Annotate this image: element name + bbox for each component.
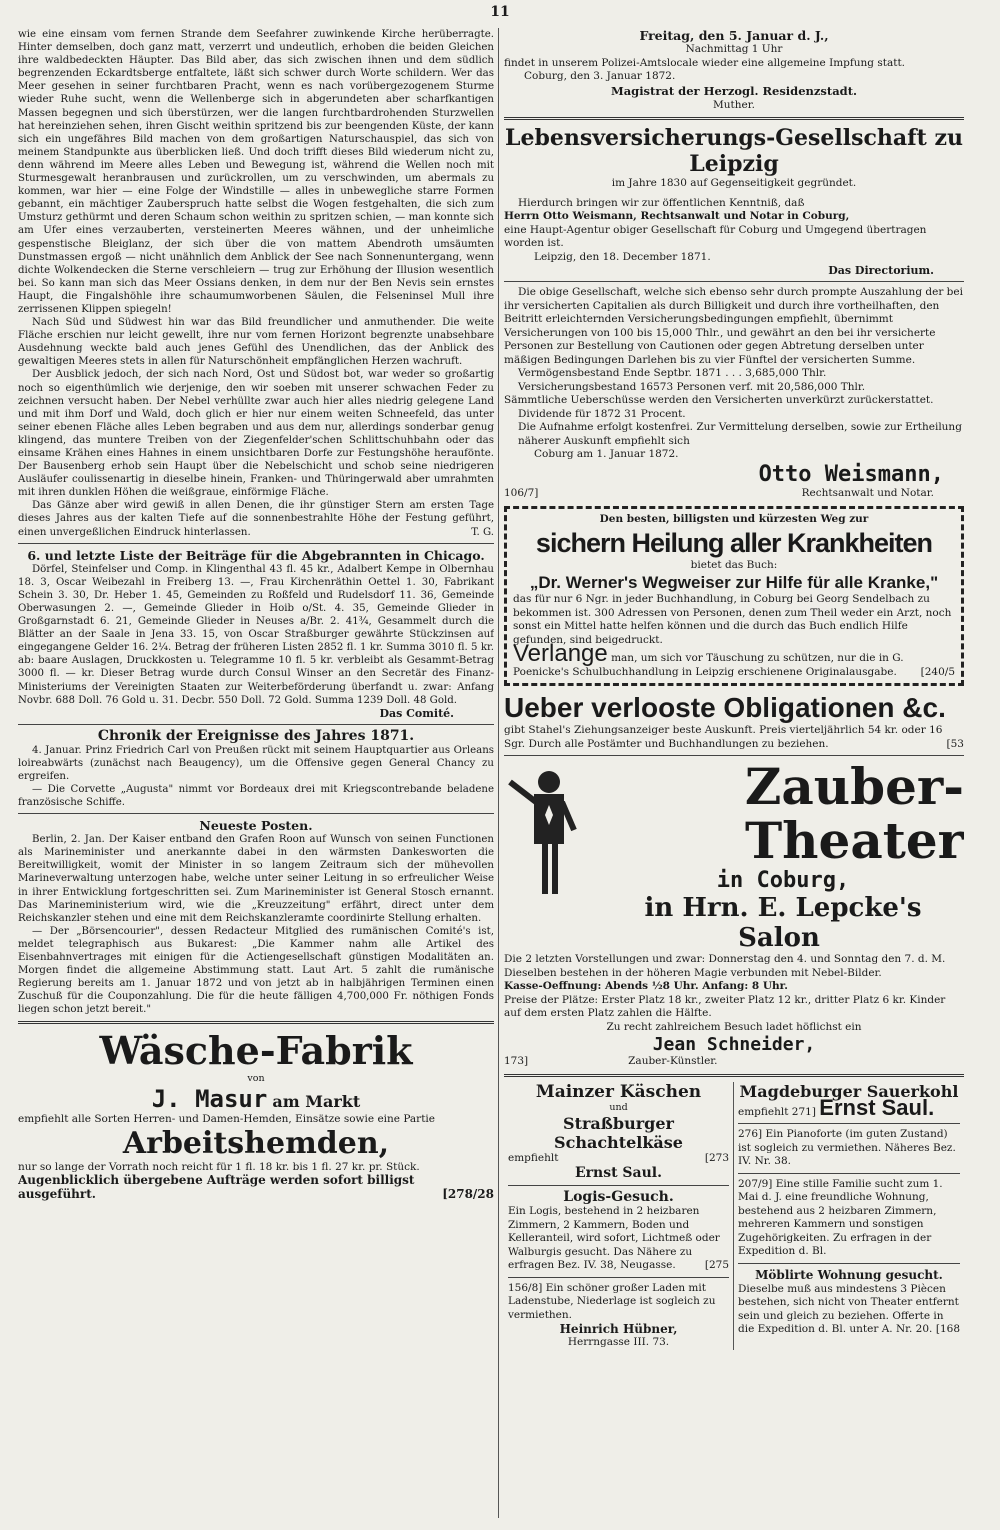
ad-title-2: Arbeitshemden, — [122, 1125, 390, 1161]
ad-title: sichern Heilung aller Krankheiten — [535, 527, 933, 558]
classifieds-grid — [504, 1082, 964, 1350]
notice-time: Nachmittag 1 Uhr — [685, 43, 783, 55]
divider — [738, 1123, 960, 1124]
ad-text: empfiehlt alle Sorten Herren- und Damen-Hemden, Einsätze sowie eine Partie — [18, 1113, 435, 1126]
ad-ref: [53 — [946, 737, 964, 750]
cheese-ad-line: Mainzer Käschen — [535, 1081, 702, 1102]
divider — [18, 724, 494, 725]
divider — [504, 117, 964, 120]
shop-text — [508, 1282, 729, 1323]
furnished-body: Dieselbe muß aus mindestens 3 Piècen bestehen, sich nicht von Theater entfernt sein und gleich zu beziehen. Offerte in die Expedition d. Bl. unter A. Nr. 20. — [738, 1282, 959, 1335]
logis-text — [508, 1205, 729, 1273]
classifieds-right — [734, 1082, 964, 1350]
cheese-ad-ref: [273 — [704, 1151, 729, 1164]
ad-text: eine Haupt-Agentur obiger Gesellschaft für Coburg und Umgegend übertragen worden ist. — [504, 223, 927, 249]
essay-text: Das Gänze aber wird gewiß in allen Denen, die ihr günstiger Stern am ersten Tage dieses Jahres aus der kalten Tiefe auf die sonnenbestrahlte Höhe der Festung geführt, einen unvergeßlichen Eindruck hinterlassen. — [18, 500, 494, 538]
essay-paragraph: wie eine einsam vom fernen Strande dem Seefahrer zuwinkende Kirche herüberragte. Hinter demselben, doch ganz matt, verzerrt und undeutlich, erhoben die beiden Gleichen ihre waldbedeckten Häupter. Das Bild aber, das sich zwischen ihnen und dem südlich begrenzenden Eckardtsberge entfaltete, läßt sich schwer durch Worte schildern. Wer das Meer gesehen in seiner furchtbaren Pracht, wenn es nach vorübergezogenem Sturme wieder Ruhe sucht, wenn die Wellenberge sich in abgerundeten aber scharfkantigen Massen begegnen und sich überstürzen, wer die langen furchtbardrohenden Sturzwellen hat hereinziehen sehen, ihren Gischt weithin spritzend bis zur beengenden Küste, der kann sich ein ungefähres Bild machen von dem großartigen Naturschauspiel, das sich von meinem Standpunkte aus überblicken ließ. Und doch trifft dieses Bild wiederum nicht zu, denn während im Meere alles Leben und Bewegung ist, während die Wellen noch mit Sturmesgewalt heranbrausen und zurückrollen, um zu verschwinden, um abermals zu kommen, war hier — eine Folge der Windstille — alles in unbewegliche starre Formen gebannt, ein mächtiger Zauberspruch hatte selbst die Wogen festgehalten, die sich zum Umsturz gethürmt und deren Schaum schon weithin zu spritzen schien, — man konnte sich am Ufer eines verzauberten, versteinerten Meeres wähnen, und der unheimliche gespenstische Bleiglanz, der sich über die von mattem Abendroth umsäumten Dunstmassen ergoß — nicht unähnlich dem Anblick der See nach Sonnenuntergang, wenn dichte Wolkendecken die Sterne verschleiern — trug zur Erhöhung der Illusion wesentlich bei. So kann man sich das Meer Ossians denken, in dem nur der Ben Nevis sein ernstes Haupt, die Fingalshöhle ihre schaumumworbenen Säulen, die Felseninsel Mull ihre zerrissenen Klippen spiegeln! — [18, 29, 494, 315]
ad-book: „Dr. Werner's Wegweiser zur Hilfe für alle Kranke," — [529, 573, 939, 592]
family-ad — [738, 1178, 960, 1259]
ad-footer — [504, 487, 964, 501]
ad-name: Jean Schneider, — [652, 1034, 816, 1055]
left-column — [18, 28, 494, 1518]
ad-text: das für nur 6 Ngr. in jeder Buchhandlung, in Coburg bei Georg Sendelbach zu bekommen ist. 300 Adressen von Personen, denen zum Theil weder ein Arzt, noch sonst ein Mittel hatte helfen können und die durch das Buch endlich Hilfe gefunden, sind beigedruckt. — [513, 593, 952, 646]
magician-figure — [504, 760, 594, 910]
furnished-heading: Möblirte Wohnung gesucht. — [755, 1267, 943, 1282]
sauerkraut-ad-line — [738, 1094, 960, 1120]
cheese-ad-footer — [508, 1152, 729, 1166]
classifieds-left — [504, 1082, 734, 1350]
furnished-text — [738, 1283, 960, 1337]
shop-name: Heinrich Hübner, — [559, 1322, 678, 1336]
notice-signature: Magistrat der Herzogl. Residenzstadt. — [610, 83, 858, 98]
ad-title: Lebensversicherungs-Gesellschaft zu Leipzig — [505, 125, 963, 177]
news-entry: Berlin, 2. Jan. Der Kaiser entband den Grafen Roon auf Wunsch von seinen Functionen als Marineminister und anerkannte dabei in den wärmsten Dankesworten die Bereitwilligkeit, womit der Minister in so langem Zeitraum sich der mühevollen Marineverwaltung unterzogen habe, welche unter seiner Leitung in so erfreulicher Weise in ihrer Entwicklung fortgeschritten sei. Zum Marineminister ist General Stosch ernannt. Das Marineministerium wird, wie die „Kreuzzeitung" erfährt, direct unter dem Reichskanzler stehen und eine mit dem Reichskanzleramte coordinirte Stellung erhalten. — [18, 834, 494, 924]
ad-verlange-line — [513, 640, 955, 679]
ad-kasse: Kasse-Oeffnung: Abends ½8 Uhr. Anfang: 8 Uhr. — [504, 980, 788, 992]
ad-city: in Coburg, — [716, 868, 850, 893]
essay-paragraph — [18, 499, 494, 538]
life-insurance-ad — [504, 125, 964, 500]
right-column — [504, 28, 964, 1518]
news-heading: Neueste Posten. — [199, 818, 313, 834]
news-entry: — Der „Börsencourier", dessen Redacteur Mitglied des rumänischen Comité's ist, meldet telegraphisch aus Bukarest: „Die Kammer nahm alle Artikel des Eisenbahnvertrages mit einigen für die Actiengesellschaft günstigen Modalitäten an. Morgen findet die allgemeine Abstimmung statt. Laut Art. 5 zahlt die rumänische Regierung bereits am 1. Januar 1872 und von jetzt ab in halbjährigen Terminen einen Zuschuß für die Couponzahlung. Die für die heute fälligen 4,700,000 Fr. nöthigen Fonds liegen schon jetzt bereit." — [18, 925, 494, 1016]
sauerkraut-ad-ref: 271] — [791, 1105, 816, 1118]
divider — [504, 755, 964, 756]
ad-invite: Zu recht zahlreichem Besuch ladet höflichst ein — [606, 1020, 862, 1033]
ad-role: Rechtsanwalt und Notar. — [801, 486, 934, 499]
ad-stat: Versicherungsbestand 16573 Personen verf. mit 20,586,000 Thlr. — [518, 380, 866, 393]
ad-place: Leipzig, den 18. December 1871. — [534, 250, 711, 263]
ad-text — [18, 1174, 494, 1201]
logis-ref: [275 — [704, 1259, 729, 1271]
sauerkraut-ad-title: Magdeburger Sauerkohl — [739, 1081, 959, 1101]
ad-text: Herrn Otto Weismann, Rechtsanwalt und Notar in Coburg, — [504, 210, 850, 222]
essay-paragraph: Der Ausblick jedoch, der sich nach Nord, Ost und Südost bot, war weder so großartig noch so eigenthümlich wie derjenige, den wir soeben mit unserer schwachen Feder zu zeichnen versucht haben. Der Nebel verhüllte zwar auch hier alles niedrig gelegene Land und mit ihm Dorf und Wald, doch glich er hier nur einem weiten Schneefeld, das unter seiner ebenen Fläche alles Leben begraben und aus dem nur, allerdings sonderbar genug klingend, das muntere Treiben von der Ziegenfelder'schen Schlittschuhbahn oder das einsame Krähen eines Hahnes in einem unsichtbaren Dorfe zur Festungshöhe heraufönte. Der Bausenberg erhob sein Haupt über die Nebelschicht und schob seine niedrigeren Ausläufer coulissenartig in dieselbe hinein, Franken- und Thüringerwald aber umrahmten mit ihren dunklen Höhen die weißgraue, einförmige Fläche. — [18, 369, 494, 499]
shop-ref: 156/8] — [508, 1281, 543, 1294]
bonds-ad — [504, 692, 964, 751]
ad-stat: Vermögensbestand Ende Septbr. 1871 . . . 3,685,000 Thlr. — [518, 367, 827, 379]
chronicle-entry: 4. Januar. Prinz Friedrich Carl von Preußen rückt mit seinem Hauptquartier aus Orleans loireabwärts (zunächst nach Beaugency), um die Offensive gegen General Chancy zu ergreifen. — [18, 744, 494, 782]
furnished-ref: [168 — [935, 1323, 960, 1335]
divider — [18, 813, 494, 814]
ad-text: nur so lange der Vorrath noch reicht für 1 fl. 18 kr. bis 1 fl. 27 kr. pr. Stück. — [18, 1160, 420, 1173]
divider — [738, 1263, 960, 1264]
divider — [508, 1185, 729, 1186]
notice-date: Freitag, den 5. Januar d. J., — [639, 28, 829, 43]
magic-theater-ad — [504, 757, 964, 1069]
ad-salon: in Hrn. E. Lepcke's Salon — [644, 893, 922, 953]
ad-text: Hierdurch bringen wir zur öffentlichen Kenntniß, daß — [518, 196, 805, 209]
essay-signature: T. G. — [471, 526, 494, 538]
ad-text: Die obige Gesellschaft, welche sich ebenso sehr durch prompte Auszahlung der bei ihr versicherten Capitalien als durch Billigkeit und durch ihre vortheilhaften, den Beitritt erleichternden Versicherungsbedingungen empfiehlt, übernimmt Versicherungen von 100 bis 15,000 Thlr., und gewährt an den bei ihr versicherte Personen zur Bestellung von Cautionen oder gegen Abtretung derselben unter mäßigen Bedingungen Darlehen bis zu vier Fünftel der versicherten Summe. — [504, 286, 963, 366]
ad-footer — [504, 1055, 964, 1069]
ad-text-body: gibt Stahel's Ziehungsanzeiger beste Auskunft. Preis vierteljährlich 54 kr. oder 16 Sgr. Durch alle Postämter und Buchhandlungen zu beziehen. — [504, 724, 943, 750]
divider — [504, 1074, 964, 1077]
healing-book-ad — [504, 506, 964, 686]
ad-stat: Sämmtliche Ueberschüsse werden den Versicherten unverkürzt zurückerstattet. — [504, 394, 934, 406]
ad-preis: Preise der Plätze: Erster Platz 18 kr., zweiter Platz 12 kr., dritter Platz 6 kr. Kinder auf dem ersten Platz zahlen die Hälfte. — [504, 993, 946, 1019]
sauerkraut-ad-emp: empfiehlt — [738, 1105, 789, 1118]
ad-place: Coburg am 1. Januar 1872. — [534, 448, 679, 460]
ad-stat: Die Aufnahme erfolgt kostenfrei. Zur Vermittelung derselben, sowie zur Ertheilung näherer Auskunft empfiehlt sich — [518, 421, 962, 447]
ad-ref: [240/5 — [920, 665, 955, 678]
notice-text: findet in unserem Polizei-Amtslocale wieder eine allgemeine Impfung statt. — [504, 56, 906, 69]
contributions-text: Dörfel, Steinfelser und Comp. in Klingenthal 43 fl. 45 kr., Adalbert Kempe in Olbernhau 18. 3, Oscar Weibezahl in Freiberg 13. —, Frau Kirchenräthin Oettel 1. 30, Fabrikant Schein 3. 30, Dr. Heber 1. 45, Gemeinden zu Roßfeld und Rudelsdorf 11. 36, Gemeinde Oberwasungen 2. —, Gemeinde Glieder in Hoib o/St. 4. 35, Gemeinde Glieder in Großgarnstadt 6. 21, Gemeinde Glieder in Neuses a/Br. 2. 41¾, Gesammelt durch die Blätter an der Saale in Jena 33. 15, von Oscar Straßburger gewährte Stückzinsen auf eingegangene Gelder 16. 2¼. Betrag der früheren Listen 2852 fl. 1 kr. Summa 3010 fl. 5 kr. ab: baare Auslagen, Druckkosten u. Telegramme 10 fl. 5 kr. verbleibt als Gesammt-Betrag 3000 fl. — kr. Dieser Betrag wurde durch Consul Winser an den Secretär des Finanz-Ministeriums der Vereinigten Staaten zur Weiterbeförderung überfandt u. zwar: Anfang Novbr. 688 Doll. 76 Gold u. 31. Decbr. 550 Doll. 72 Gold. Summa 1239 Doll. 48 Gold. — [18, 563, 494, 706]
ad-title: Ueber verlooste Obligationen &c. — [504, 692, 946, 723]
ad-text-3: Augenblicklich übergebene Aufträge werden sofort billigst ausgeführt. — [18, 1173, 415, 1201]
ad-ref: [278/28 — [442, 1186, 494, 1201]
ad-text — [504, 724, 964, 751]
cheese-ad-name: Ernst Saul. — [574, 1165, 662, 1181]
cheese-ad-line: Straßburger Schachtelkäse — [554, 1113, 683, 1152]
chronicle-entry: — Die Corvette „Augusta" nimmt vor Bordeaux drei mit Kriegscontrebande beladene französische Schiffe. — [18, 783, 494, 809]
cheese-ad-und: und — [609, 1101, 628, 1113]
piano-body: Ein Pianoforte (im guten Zustand) ist sogleich zu vermiethen. Näheres Bez. IV. Nr. 38. — [738, 1128, 956, 1167]
divider — [738, 1173, 960, 1174]
divider — [18, 1021, 494, 1024]
ad-name: Otto Weismann, — [758, 461, 944, 487]
ad-bietet: bietet das Buch: — [690, 558, 778, 571]
ad-verlange: Verlange — [513, 640, 608, 667]
ad-name-line — [18, 1085, 494, 1113]
sauerkraut-ad-name: Ernst Saul. — [819, 1094, 935, 1120]
essay-paragraph: Nach Süd und Südwest hin war das Bild freundlicher und anmuthender. Die weite Fläche erschien nur leicht gewellt, ihre nur vom fernen Horizont begrenzte unabsehbare Ausdehnung weckte bald auch jenes Gefühl des Unendlichen, das der Anblick des gewaltigen Meeres stets in allen für Naturschönheit empfänglichen Herzen wachruft. — [18, 317, 494, 368]
chronicle-heading: Chronik der Ereignisse des Jahres 1871. — [97, 727, 415, 744]
column-divider — [498, 28, 499, 1518]
divider — [508, 1277, 729, 1278]
ad-stat: Dividende für 1872 31 Procent. — [518, 407, 686, 420]
ad-title: Wäsche-Fabrik — [99, 1028, 413, 1074]
divider — [18, 543, 494, 544]
vaccination-notice — [504, 28, 964, 112]
ad-text: Die 2 letzten Vorstellungen und zwar: Donnerstag den 4. und Sonntag den 7. d. M. Dieselben bestehen in der höheren Magie verbunden mit Nebel-Bilder. — [504, 953, 946, 979]
ad-location: am Markt — [272, 1092, 361, 1112]
ad-role: Zauber-Künstler. — [628, 1055, 718, 1067]
notice-signature-2: Muther. — [713, 98, 755, 111]
family-body: Eine stille Familie sucht zum 1. Mai d. J. eine freundliche Wohnung, bestehend aus 2 heizbaren Zimmern, mehreren Kammern und sonstigen Zugehörigkeiten. Zu erfragen in der Expedition d. Bl. — [738, 1177, 943, 1257]
family-ref: 207/9] — [738, 1177, 773, 1190]
cheese-ad-emp: empfiehlt — [508, 1151, 559, 1164]
piano-ref: 276] — [738, 1128, 763, 1140]
ad-title: Zauber-Theater — [744, 757, 964, 870]
contributions-signature: Das Comité. — [379, 706, 454, 720]
page-number: 11 — [490, 4, 510, 20]
notice-place: Coburg, den 3. Januar 1872. — [524, 70, 676, 82]
ad-ref: 173] — [504, 1055, 529, 1067]
ad-ref: 106/7] — [504, 486, 539, 499]
ad-subtitle: im Jahre 1830 auf Gegenseitigkeit gegründet. — [611, 177, 857, 189]
ad-von: von — [247, 1073, 265, 1085]
ad-signature: Das Directorium. — [828, 264, 934, 277]
logis-heading: Logis-Gesuch. — [563, 1189, 674, 1205]
laundry-factory-ad — [18, 1029, 494, 1201]
ad-top: Den besten, billigsten und kürzesten Weg zur — [599, 513, 869, 525]
logis-body: Ein Logis, bestehend in 2 heizbaren Zimmern, 2 Kammern, Boden und Kelleranteil, wird sofort, Lichtmeß oder Walburgis gesucht. Das Nähere zu erfragen Bez. IV. 38, Neugasse. — [508, 1205, 720, 1271]
shop-body: Ein schöner großer Laden mit Ladenstube, Niederlage ist sogleich zu vermiethen. — [508, 1281, 716, 1321]
shop-address: Herrngasse III. 73. — [567, 1336, 670, 1348]
contributions-heading: 6. und letzte Liste der Beiträge für die Abgebrannten in Chicago. — [27, 547, 485, 563]
divider — [504, 281, 964, 282]
ad-verlange-text: man, um sich vor Täuschung zu schützen, nur die in G. Poenicke's Schulbuchhandlung in Leipzig erschienene Originalausgabe. — [513, 652, 904, 678]
ad-name: J. Masur — [151, 1085, 268, 1114]
piano-ad — [738, 1128, 960, 1169]
